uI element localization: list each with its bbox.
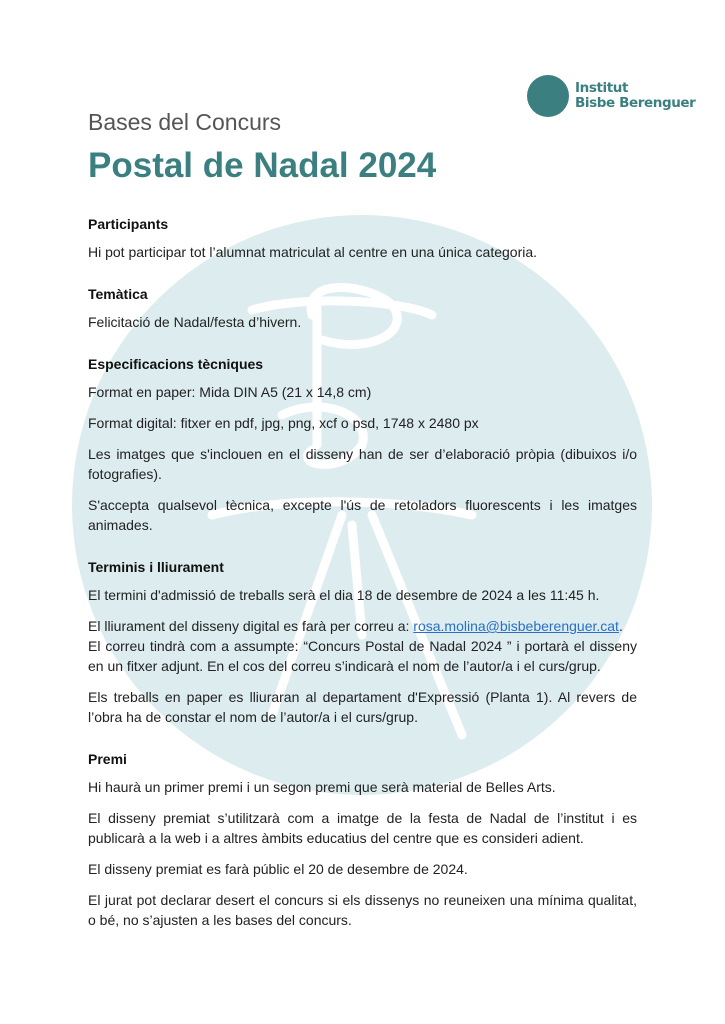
paragraph: El jurat pot declarar desert el concurs si els dissenys no reuneixen una mínima qualitat, o bé, no s’ajusten a les bases del concurs. [88, 892, 637, 928]
paragraph: Format en paper: Mida DIN A5 (21 x 14,8 cm) [88, 384, 372, 400]
section-tematica [88, 286, 637, 332]
paragraph: El disseny premiat es farà públic el 20 de desembre de 2024. [88, 861, 468, 877]
school-logo [527, 75, 695, 117]
document-body [88, 109, 637, 954]
section-premi [88, 751, 637, 930]
paragraph: Els treballs en paper es lliuraran al departament d'Expressió (Planta 1). Al revers de l’obra ha de constar el nom de l’autor/a i el curs/grup. [88, 689, 637, 725]
paragraph: Les imatges que s'inclouen en el disseny han de ser d’elaboració pròpia (dibuixos i/o fotografies). [88, 446, 637, 482]
section-heading: Temàtica [88, 286, 148, 302]
section-heading: Premi [88, 751, 127, 767]
paragraph: El correu tindrà com a assumpte: “Concurs Postal de Nadal 2024 ” i portarà el disseny en un fitxer adjunt. En el cos del correu s’indicarà el nom de l’autor/a i el curs/grup. [88, 638, 637, 674]
section-especificacions [88, 356, 637, 535]
logo-line2: Bisbe Berenguer [575, 95, 696, 111]
section-heading: Terminis i lliurament [88, 559, 224, 575]
logo-figure-icon [527, 75, 569, 117]
paragraph: Felicitació de Nadal/festa d’hivern. [88, 314, 302, 330]
paragraph: El disseny premiat s’utilitzarà com a imatge de la festa de Nadal de l’institut i es publicarà a la web i a altres àmbits educatius del centre que es consideri adient. [88, 810, 637, 846]
paragraph: Hi pot participar tot l’alumnat matriculat al centre en una única categoria. [88, 244, 538, 260]
paragraph: Format digital: fitxer en pdf, jpg, png, xcf o psd, 1748 x 2480 px [88, 415, 479, 431]
section-participants [88, 216, 637, 262]
page-title: Postal de Nadal 2024 [88, 146, 437, 185]
section-heading: Especificacions tècniques [88, 356, 264, 372]
email-link[interactable]: rosa.molina@bisbeberenguer.cat [413, 618, 619, 634]
logo-line1: Institut [575, 80, 629, 96]
page-subtitle: Bases del Concurs [88, 109, 282, 135]
paragraph: S'accepta qualsevol tècnica, excepte l'ús de retoladors fluorescents i les imatges animades. [88, 497, 637, 533]
paragraph: El termini d'admissió de treballs serà el dia 18 de desembre de 2024 a les 11:45 h. [88, 587, 600, 603]
delivery-text: El lliurament del disseny digital es farà per correu a: [88, 618, 414, 634]
period: . [618, 618, 623, 634]
paragraph-delivery [88, 616, 637, 636]
section-heading: Participants [88, 216, 169, 232]
paragraph: Hi haurà un primer premi i un segon premi que serà material de Belles Arts. [88, 779, 556, 795]
section-terminis [88, 559, 637, 727]
